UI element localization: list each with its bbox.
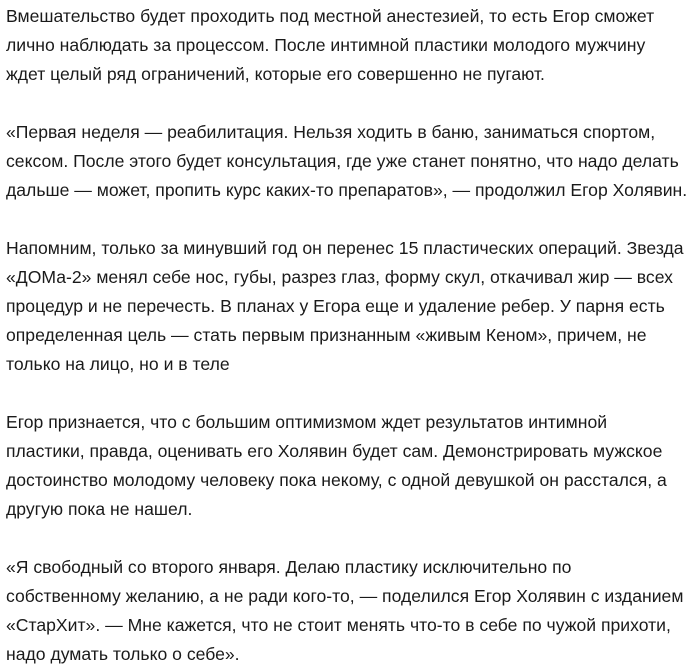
text-line: Егор признается, что с большим оптимизмом ждет результатов интимной [6,412,608,432]
text-line: надо думать только о себе». [6,644,240,664]
text-line: собственному желанию, а не ради кого-то, — поделился Егор Холявин с изданием [6,586,684,606]
paragraph-operations-history [6,234,699,379]
text-line: определенная цель — стать первым признанным «живым Кеном», причем, не [6,325,647,345]
text-line: Вмешательство будет проходить под местной анестезией, то есть Егор сможет [6,6,655,26]
text-line: процедур и не перечесть. В планах у Егора еще и удаление ребер. У парня есть [6,296,665,316]
text-line: сексом. После этого будет консультация, где уже станет понятно, что надо делать [6,151,679,171]
article-body [0,2,699,664]
text-line: достоинство молодому человеку пока некому, с одной девушкой он расстался, а [6,470,667,490]
text-line: другую пока не нашел. [6,499,193,519]
text-line: ждет целый ряд ограничений, которые его совершенно не пугают. [6,64,545,84]
text-line: «Первая неделя — реабилитация. Нельзя ходить в баню, заниматься спортом, [6,122,656,142]
text-line: «ДОМа-2» менял себе нос, губы, разрез глаз, форму скул, откачивал жир — всех [6,267,673,287]
paragraph-rehabilitation-quote [6,118,699,205]
text-line: «Я свободный со второго января. Делаю пластику исключительно по [6,557,572,577]
text-line: Напомним, только за минувший год он перенес 15 пластических операций. Звезда [6,238,684,258]
text-line: дальше — может, пропить курс каких-то препаратов», — продолжил Егор Холявин. [6,180,688,200]
text-line: лично наблюдать за процессом. После интимной пластики молодого мужчину [6,35,646,55]
paragraph-final-quote [6,553,699,669]
text-line: только на лицо, но и в теле [6,354,230,374]
paragraph-anesthesia [6,2,699,89]
text-line: «СтарХит». — Мне кажется, что не стоит менять что-то в себе по чужой прихоти, [6,615,671,635]
paragraph-optimism [6,408,699,524]
text-line: пластики, правда, оценивать его Холявин будет сам. Демонстрировать мужское [6,441,663,461]
